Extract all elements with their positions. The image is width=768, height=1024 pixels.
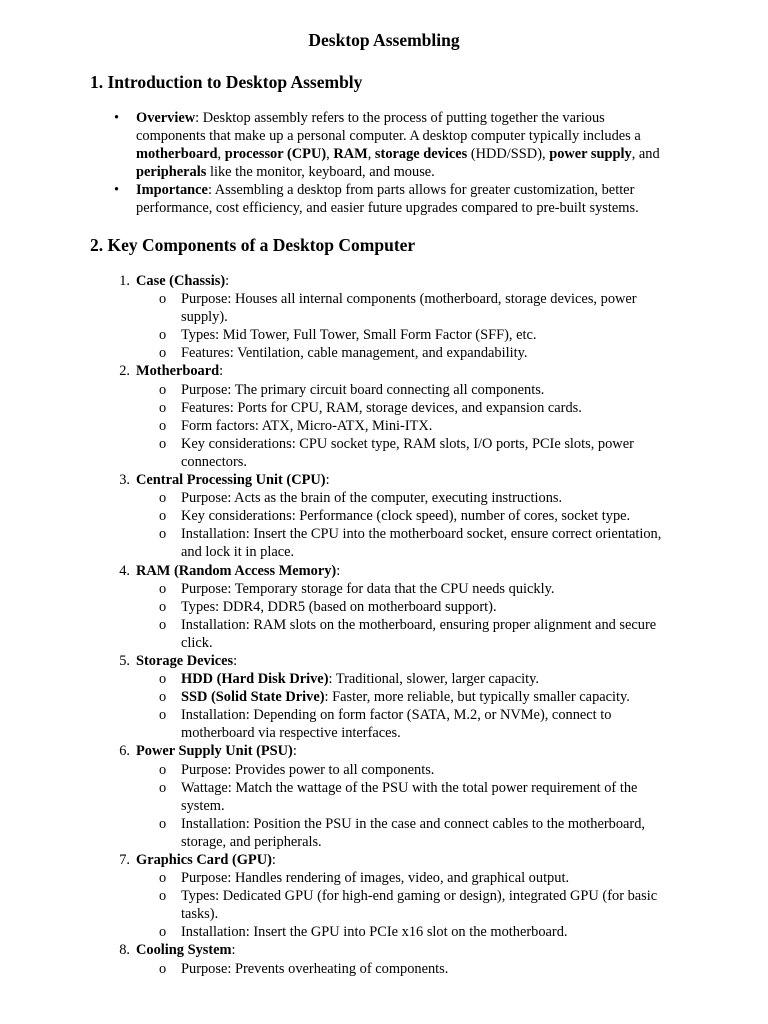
component-item: 2. Motherboard: o Purpose: The primary circuit board connecting all components. o Features: Ports for CPU, RAM, storage devices, and expansion cards. o Form factors: ATX, Micro-ATX, Mini-ITX. o Key considerations: CPU socket type, RAM slots, I/O ports, PCIe slots, power connectors. bbox=[136, 362, 681, 471]
detail-text: Types: DDR4, DDR5 (based on motherboard support). bbox=[181, 598, 497, 615]
detail-bold-term: HDD (Hard Disk Drive) bbox=[181, 671, 329, 688]
section-2-heading: 2. Key Components of a Desktop Computer bbox=[90, 235, 416, 255]
component-title: Motherboard bbox=[136, 363, 220, 380]
detail-text: Purpose: Handles rendering of images, video, and graphical output. bbox=[181, 870, 570, 887]
component-item: 5. Storage Devices: o HDD (Hard Disk Drive): Traditional, slower, larger capacity. o SSD (Solid State Drive): Faster, more reliable, but typically smaller capacity. o Installation: Depending on form factor (SATA, M.2, or NVMe), connect to motherboard via respective interfaces. bbox=[136, 652, 681, 742]
detail-text: Installation: Insert the GPU into PCIe x16 slot on the motherboard. bbox=[181, 924, 568, 941]
overview-bullet: • Overview: Desktop assembly refers to the process of putting together the various components that make up a personal computer. A desktop computer typically includes a motherboard, processor (CPU), RAM, storage devices (HDD/SSD), power supply, and peripherals like the monitor, keyboard, and mouse. bbox=[114, 110, 660, 181]
component-details-list bbox=[136, 489, 681, 561]
list-number: 5. bbox=[119, 652, 130, 669]
circle-bullet-icon: o bbox=[159, 960, 167, 977]
component-title: Cooling System bbox=[136, 942, 232, 959]
circle-bullet-icon: o bbox=[159, 526, 167, 543]
component-title: Case (Chassis) bbox=[136, 273, 226, 289]
component-details-list bbox=[136, 869, 681, 941]
component-item: 3. Central Processing Unit (CPU): o Purpose: Acts as the brain of the computer, executing instructions. o Key considerations: Performance (clock speed), number of cores, socket type. o Installation: Insert the CPU into the motherboard socket, ensure correct orientation, and lock it in place. bbox=[136, 471, 681, 561]
detail-item bbox=[159, 779, 681, 815]
detail-text: Key considerations: Performance (clock speed), number of cores, socket type. bbox=[181, 508, 631, 525]
detail-text: Purpose: Acts as the brain of the computer, executing instructions. bbox=[181, 490, 563, 507]
component-details-list bbox=[136, 290, 681, 362]
section-1-heading: 1. Introduction to Desktop Assembly bbox=[90, 72, 363, 92]
component-title: Storage Devices bbox=[136, 652, 234, 669]
component-details-list bbox=[136, 670, 681, 742]
list-number: 1. bbox=[119, 273, 130, 289]
detail-text: Types: Mid Tower, Full Tower, Small Form Factor (SFF), etc. bbox=[181, 327, 537, 344]
detail-item bbox=[159, 670, 681, 688]
list-number: 3. bbox=[119, 472, 130, 489]
circle-bullet-icon: o bbox=[159, 779, 167, 796]
component-title: RAM (Random Access Memory) bbox=[136, 562, 337, 579]
detail-item bbox=[159, 580, 681, 598]
circle-bullet-icon: o bbox=[159, 671, 167, 688]
circle-bullet-icon: o bbox=[159, 761, 167, 778]
detail-text: Installation: Position the PSU in the case and connect cables to the motherboard, storage, and peripherals. bbox=[181, 815, 645, 850]
document-title: Desktop Assembling bbox=[308, 30, 460, 50]
detail-item bbox=[159, 525, 681, 561]
detail-item bbox=[159, 399, 681, 417]
detail-text: Installation: Insert the CPU into the motherboard socket, ensure correct orientation, and lock it in place. bbox=[181, 526, 662, 561]
detail-text: Types: Dedicated GPU (for high-end gaming or design), integrated GPU (for basic tasks). bbox=[181, 888, 658, 923]
circle-bullet-icon: o bbox=[159, 616, 167, 633]
detail-text: Purpose: Temporary storage for data that the CPU needs quickly. bbox=[181, 580, 555, 597]
circle-bullet-icon: o bbox=[159, 327, 167, 344]
circle-bullet-icon: o bbox=[159, 345, 167, 362]
component-details-list bbox=[136, 381, 681, 471]
detail-item bbox=[159, 960, 681, 978]
detail-text: Purpose: Prevents overheating of components. bbox=[181, 960, 449, 977]
component-item: 7. Graphics Card (GPU): o Purpose: Handles rendering of images, video, and graphical output. o Types: Dedicated GPU (for high-end gaming or design), integrated GPU (for basic tasks). o Installation: Insert the GPU into PCIe x16 slot on the motherboard. bbox=[136, 851, 681, 941]
components-list bbox=[119, 272, 681, 978]
circle-bullet-icon: o bbox=[159, 508, 167, 525]
detail-item bbox=[159, 869, 681, 887]
circle-bullet-icon: o bbox=[159, 707, 167, 724]
circle-bullet-icon: o bbox=[159, 689, 167, 706]
detail-item bbox=[159, 706, 681, 742]
detail-text: Key considerations: CPU socket type, RAM slots, I/O ports, PCIe slots, power connectors. bbox=[181, 435, 634, 470]
list-number: 4. bbox=[119, 562, 130, 579]
detail-text: Form factors: ATX, Micro-ATX, Mini-ITX. bbox=[181, 417, 433, 434]
detail-item bbox=[159, 290, 681, 326]
detail-text: Purpose: The primary circuit board connecting all components. bbox=[181, 381, 545, 398]
detail-item bbox=[159, 815, 681, 851]
detail-text: Installation: Depending on form factor (SATA, M.2, or NVMe), connect to motherboard via respective interfaces. bbox=[181, 707, 612, 742]
circle-bullet-icon: o bbox=[159, 580, 167, 597]
detail-item bbox=[159, 489, 681, 507]
circle-bullet-icon: o bbox=[159, 435, 167, 452]
detail-item bbox=[159, 435, 681, 471]
list-number: 8. bbox=[119, 942, 130, 959]
circle-bullet-icon: o bbox=[159, 291, 167, 308]
detail-text: Installation: RAM slots on the motherboard, ensuring proper alignment and secure click. bbox=[181, 616, 657, 651]
circle-bullet-icon: o bbox=[159, 417, 167, 434]
component-details-list bbox=[136, 960, 681, 978]
component-item: 6. Power Supply Unit (PSU): o Purpose: Provides power to all components. o Wattage: Match the wattage of the PSU with the total power requirement of the system. o Installation: Position the PSU in the case and connect cables to the motherboard, storage, and peripherals. bbox=[136, 742, 681, 851]
detail-bold-term: SSD (Solid State Drive) bbox=[181, 689, 325, 706]
detail-text: Purpose: Houses all internal components (motherboard, storage devices, power supply). bbox=[181, 291, 637, 326]
circle-bullet-icon: o bbox=[159, 888, 167, 905]
component-item: 1. Case (Chassis): o Purpose: Houses all internal components (motherboard, storage devices, power supply). o Types: Mid Tower, Full Tower, Small Form Factor (SFF), etc. o Features: Ventilation, cable management, and expandability. bbox=[136, 272, 681, 362]
intro-bullet-list bbox=[114, 109, 676, 218]
detail-text: Purpose: Provides power to all components. bbox=[181, 761, 435, 778]
component-details-list bbox=[136, 580, 681, 652]
circle-bullet-icon: o bbox=[159, 399, 167, 416]
detail-text: Features: Ports for CPU, RAM, storage devices, and expansion cards. bbox=[181, 399, 582, 416]
circle-bullet-icon: o bbox=[159, 490, 167, 507]
detail-item bbox=[159, 688, 681, 706]
circle-bullet-icon: o bbox=[159, 381, 167, 398]
detail-item bbox=[159, 381, 681, 399]
detail-item bbox=[159, 417, 681, 435]
detail-item bbox=[159, 616, 681, 652]
circle-bullet-icon: o bbox=[159, 870, 167, 887]
circle-bullet-icon: o bbox=[159, 598, 167, 615]
detail-item bbox=[159, 344, 681, 362]
detail-item bbox=[159, 598, 681, 616]
component-title: Power Supply Unit (PSU) bbox=[136, 743, 293, 760]
detail-item bbox=[159, 887, 681, 923]
list-number: 6. bbox=[119, 743, 130, 760]
detail-item bbox=[159, 326, 681, 344]
list-number: 7. bbox=[119, 852, 130, 868]
circle-bullet-icon: o bbox=[159, 924, 167, 941]
detail-text: : Faster, more reliable, but typically smaller capacity. bbox=[324, 689, 630, 706]
component-item: 4. RAM (Random Access Memory): o Purpose: Temporary storage for data that the CPU needs quickly. o Types: DDR4, DDR5 (based on motherboard support). o Installation: RAM slots on the motherboard, ensuring proper alignment and secure click. bbox=[136, 562, 681, 652]
detail-text: Features: Ventilation, cable management, and expandability. bbox=[181, 345, 528, 362]
detail-item bbox=[159, 923, 681, 941]
detail-item bbox=[159, 507, 681, 525]
component-title: Central Processing Unit (CPU) bbox=[136, 472, 326, 489]
circle-bullet-icon: o bbox=[159, 815, 167, 832]
component-title: Graphics Card (GPU) bbox=[136, 852, 272, 868]
component-item: 8. Cooling System: o Purpose: Prevents overheating of components. bbox=[136, 941, 681, 977]
detail-text: Wattage: Match the wattage of the PSU with the total power requirement of the system. bbox=[181, 779, 638, 814]
detail-item bbox=[159, 761, 681, 779]
importance-bullet: • Importance: Assembling a desktop from parts allows for greater customization, better performance, cost efficiency, and easier future upgrades compared to pre-built systems. bbox=[114, 182, 639, 217]
component-details-list bbox=[136, 761, 681, 851]
list-number: 2. bbox=[119, 363, 130, 380]
detail-text: : Traditional, slower, larger capacity. bbox=[328, 671, 539, 688]
